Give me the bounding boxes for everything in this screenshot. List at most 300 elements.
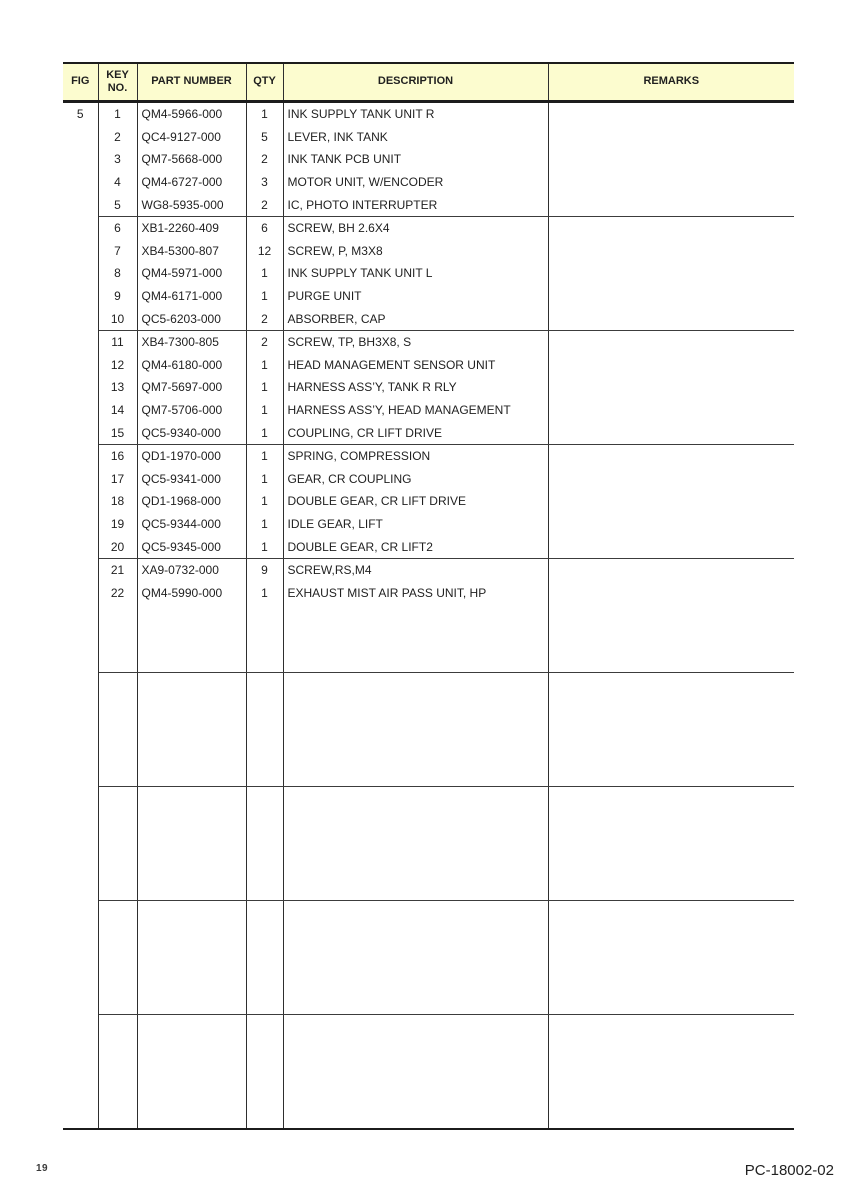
- row-group: [63, 786, 794, 900]
- cell-part-number: XA9-0732-000: [137, 558, 246, 581]
- cell-remarks: [548, 809, 794, 832]
- cell-key-no: [98, 695, 137, 718]
- cell-qty: 1: [246, 490, 283, 513]
- row-group: [63, 1014, 794, 1128]
- table-row: [63, 558, 794, 581]
- empty-row: [63, 649, 794, 672]
- cell-fig: [63, 923, 98, 946]
- cell-qty: [246, 946, 283, 969]
- empty-row: [63, 809, 794, 832]
- cell-description: [283, 855, 548, 878]
- cell-fig: [63, 1014, 98, 1037]
- cell-key-no: [98, 763, 137, 786]
- row-group: [63, 558, 794, 672]
- cell-remarks: [548, 535, 794, 558]
- cell-fig: [63, 399, 98, 422]
- cell-part-number: QM4-5990-000: [137, 581, 246, 604]
- cell-part-number: QC5-9340-000: [137, 421, 246, 444]
- cell-fig: [63, 832, 98, 855]
- row-group: [63, 672, 794, 786]
- cell-fig: [63, 468, 98, 491]
- cell-key-no: 12: [98, 354, 137, 377]
- cell-key-no: [98, 969, 137, 992]
- cell-key-no: [98, 786, 137, 809]
- cell-remarks: [548, 695, 794, 718]
- cell-description: SCREW, TP, BH3X8, S: [283, 330, 548, 353]
- cell-description: LEVER, INK TANK: [283, 126, 548, 149]
- empty-row: [63, 855, 794, 878]
- cell-part-number: [137, 1083, 246, 1106]
- cell-part-number: [137, 946, 246, 969]
- cell-remarks: [548, 216, 794, 239]
- cell-key-no: [98, 1060, 137, 1083]
- cell-qty: [246, 604, 283, 627]
- cell-description: [283, 1083, 548, 1106]
- cell-part-number: [137, 1105, 246, 1129]
- cell-key-no: 22: [98, 581, 137, 604]
- cell-remarks: [548, 1060, 794, 1083]
- row-group: [63, 216, 794, 330]
- cell-remarks: [548, 126, 794, 149]
- cell-description: HARNESS ASS’Y, TANK R RLY: [283, 376, 548, 399]
- cell-key-no: [98, 855, 137, 878]
- cell-description: [283, 946, 548, 969]
- cell-part-number: QM4-6727-000: [137, 171, 246, 194]
- cell-part-number: WG8-5935-000: [137, 193, 246, 216]
- cell-description: DOUBLE GEAR, CR LIFT2: [283, 535, 548, 558]
- cell-part-number: [137, 969, 246, 992]
- cell-description: SCREW, BH 2.6X4: [283, 216, 548, 239]
- cell-description: [283, 649, 548, 672]
- table-row: [63, 513, 794, 536]
- empty-row: [63, 604, 794, 627]
- table-row: [63, 535, 794, 558]
- cell-fig: [63, 1037, 98, 1060]
- cell-key-no: 11: [98, 330, 137, 353]
- cell-part-number: [137, 786, 246, 809]
- cell-part-number: [137, 604, 246, 627]
- cell-description: [283, 741, 548, 764]
- cell-remarks: [548, 786, 794, 809]
- cell-remarks: [548, 148, 794, 171]
- table-row: [63, 376, 794, 399]
- table-row: [63, 171, 794, 194]
- table-row: [63, 240, 794, 263]
- cell-fig: [63, 1105, 98, 1129]
- cell-fig: [63, 193, 98, 216]
- cell-part-number: [137, 900, 246, 923]
- cell-qty: 6: [246, 216, 283, 239]
- cell-part-number: QM7-5697-000: [137, 376, 246, 399]
- document-number: PC-18002-02: [744, 1162, 834, 1179]
- cell-qty: 1: [246, 581, 283, 604]
- cell-remarks: [548, 649, 794, 672]
- cell-part-number: [137, 741, 246, 764]
- cell-qty: [246, 991, 283, 1014]
- cell-qty: 1: [246, 102, 283, 126]
- cell-description: IDLE GEAR, LIFT: [283, 513, 548, 536]
- table-row: [63, 444, 794, 467]
- cell-qty: 2: [246, 330, 283, 353]
- cell-qty: 1: [246, 421, 283, 444]
- cell-key-no: 19: [98, 513, 137, 536]
- cell-part-number: [137, 855, 246, 878]
- cell-remarks: [548, 832, 794, 855]
- cell-qty: [246, 832, 283, 855]
- cell-fig: [63, 946, 98, 969]
- empty-row: [63, 627, 794, 650]
- cell-fig: [63, 535, 98, 558]
- cell-part-number: [137, 695, 246, 718]
- cell-remarks: [548, 969, 794, 992]
- cell-qty: [246, 786, 283, 809]
- cell-remarks: [548, 240, 794, 263]
- cell-key-no: 10: [98, 307, 137, 330]
- cell-part-number: QC4-9127-000: [137, 126, 246, 149]
- cell-qty: 1: [246, 535, 283, 558]
- empty-row: [63, 923, 794, 946]
- parts-table: [63, 62, 794, 1130]
- cell-remarks: [548, 354, 794, 377]
- cell-qty: 1: [246, 354, 283, 377]
- cell-description: COUPLING, CR LIFT DRIVE: [283, 421, 548, 444]
- table-row: [63, 193, 794, 216]
- cell-qty: 1: [246, 262, 283, 285]
- empty-row: [63, 1083, 794, 1106]
- cell-description: [283, 1060, 548, 1083]
- cell-qty: [246, 627, 283, 650]
- cell-part-number: QC5-9341-000: [137, 468, 246, 491]
- cell-qty: 3: [246, 171, 283, 194]
- cell-description: [283, 786, 548, 809]
- cell-remarks: [548, 991, 794, 1014]
- cell-key-no: [98, 1014, 137, 1037]
- cell-remarks: [548, 900, 794, 923]
- cell-part-number: QM4-6171-000: [137, 285, 246, 308]
- row-group: [63, 444, 794, 558]
- cell-key-no: [98, 1083, 137, 1106]
- cell-remarks: [548, 421, 794, 444]
- cell-part-number: QM4-6180-000: [137, 354, 246, 377]
- row-group: [63, 900, 794, 1014]
- cell-fig: [63, 148, 98, 171]
- cell-part-number: [137, 718, 246, 741]
- cell-description: PURGE UNIT: [283, 285, 548, 308]
- cell-qty: [246, 763, 283, 786]
- column-header-fig: FIG: [63, 63, 98, 102]
- cell-description: IC, PHOTO INTERRUPTER: [283, 193, 548, 216]
- cell-part-number: [137, 991, 246, 1014]
- page-number: 19: [36, 1163, 49, 1174]
- cell-fig: [63, 649, 98, 672]
- cell-remarks: [548, 877, 794, 900]
- cell-remarks: [548, 102, 794, 126]
- cell-qty: 1: [246, 444, 283, 467]
- cell-part-number: [137, 923, 246, 946]
- table-row: [63, 468, 794, 491]
- cell-qty: [246, 649, 283, 672]
- cell-fig: [63, 513, 98, 536]
- cell-fig: [63, 421, 98, 444]
- cell-key-no: [98, 877, 137, 900]
- cell-fig: [63, 1060, 98, 1083]
- cell-description: SPRING, COMPRESSION: [283, 444, 548, 467]
- cell-fig: [63, 330, 98, 353]
- cell-remarks: [548, 330, 794, 353]
- cell-part-number: QM7-5668-000: [137, 148, 246, 171]
- table-row: [63, 354, 794, 377]
- cell-key-no: 13: [98, 376, 137, 399]
- cell-key-no: 9: [98, 285, 137, 308]
- cell-qty: [246, 1014, 283, 1037]
- cell-remarks: [548, 262, 794, 285]
- cell-remarks: [548, 558, 794, 581]
- cell-description: [283, 718, 548, 741]
- cell-key-no: 20: [98, 535, 137, 558]
- cell-description: ABSORBER, CAP: [283, 307, 548, 330]
- empty-row: [63, 946, 794, 969]
- cell-remarks: [548, 1037, 794, 1060]
- cell-key-no: [98, 649, 137, 672]
- cell-remarks: [548, 627, 794, 650]
- table-row: [63, 148, 794, 171]
- cell-remarks: [548, 1105, 794, 1129]
- cell-part-number: [137, 763, 246, 786]
- cell-part-number: [137, 1060, 246, 1083]
- cell-qty: [246, 1083, 283, 1106]
- cell-qty: 2: [246, 148, 283, 171]
- cell-fig: [63, 763, 98, 786]
- table-row: [63, 581, 794, 604]
- cell-description: SCREW, P, M3X8: [283, 240, 548, 263]
- table-header: [63, 63, 794, 102]
- cell-qty: 2: [246, 307, 283, 330]
- cell-part-number: QD1-1968-000: [137, 490, 246, 513]
- cell-key-no: [98, 718, 137, 741]
- cell-description: [283, 832, 548, 855]
- cell-key-no: [98, 809, 137, 832]
- cell-key-no: [98, 832, 137, 855]
- cell-key-no: 6: [98, 216, 137, 239]
- cell-key-no: 8: [98, 262, 137, 285]
- column-header-part-number: PART NUMBER: [137, 63, 246, 102]
- cell-key-no: [98, 741, 137, 764]
- cell-fig: [63, 969, 98, 992]
- cell-key-no: [98, 672, 137, 695]
- cell-fig: [63, 1083, 98, 1106]
- empty-row: [63, 672, 794, 695]
- empty-row: [63, 991, 794, 1014]
- cell-remarks: [548, 285, 794, 308]
- cell-fig: 5: [63, 102, 98, 126]
- cell-remarks: [548, 399, 794, 422]
- cell-key-no: [98, 627, 137, 650]
- cell-fig: [63, 718, 98, 741]
- table-row: [63, 216, 794, 239]
- cell-part-number: [137, 627, 246, 650]
- cell-key-no: [98, 1037, 137, 1060]
- cell-remarks: [548, 468, 794, 491]
- cell-fig: [63, 604, 98, 627]
- cell-remarks: [548, 604, 794, 627]
- empty-row: [63, 1060, 794, 1083]
- empty-row: [63, 969, 794, 992]
- cell-qty: [246, 923, 283, 946]
- cell-qty: [246, 855, 283, 878]
- cell-key-no: 15: [98, 421, 137, 444]
- cell-part-number: QM7-5706-000: [137, 399, 246, 422]
- column-header-remarks: REMARKS: [548, 63, 794, 102]
- cell-fig: [63, 741, 98, 764]
- cell-description: DOUBLE GEAR, CR LIFT DRIVE: [283, 490, 548, 513]
- cell-key-no: 7: [98, 240, 137, 263]
- cell-qty: 1: [246, 399, 283, 422]
- cell-fig: [63, 672, 98, 695]
- cell-fig: [63, 444, 98, 467]
- cell-fig: [63, 855, 98, 878]
- cell-remarks: [548, 672, 794, 695]
- table-row: [63, 399, 794, 422]
- cell-fig: [63, 307, 98, 330]
- cell-part-number: [137, 1014, 246, 1037]
- cell-description: [283, 672, 548, 695]
- cell-description: HARNESS ASS’Y, HEAD MANAGEMENT: [283, 399, 548, 422]
- cell-part-number: XB4-7300-805: [137, 330, 246, 353]
- cell-key-no: [98, 900, 137, 923]
- cell-remarks: [548, 718, 794, 741]
- cell-qty: 1: [246, 376, 283, 399]
- cell-fig: [63, 216, 98, 239]
- cell-part-number: [137, 809, 246, 832]
- cell-key-no: 5: [98, 193, 137, 216]
- cell-qty: [246, 1105, 283, 1129]
- table-row: [63, 262, 794, 285]
- cell-qty: [246, 969, 283, 992]
- cell-remarks: [548, 444, 794, 467]
- cell-part-number: QC5-9345-000: [137, 535, 246, 558]
- row-group: [63, 330, 794, 444]
- cell-fig: [63, 695, 98, 718]
- cell-remarks: [548, 193, 794, 216]
- cell-key-no: 4: [98, 171, 137, 194]
- cell-qty: [246, 695, 283, 718]
- cell-remarks: [548, 1014, 794, 1037]
- cell-qty: 2: [246, 193, 283, 216]
- cell-description: [283, 877, 548, 900]
- cell-remarks: [548, 923, 794, 946]
- cell-fig: [63, 262, 98, 285]
- cell-fig: [63, 126, 98, 149]
- cell-part-number: [137, 1037, 246, 1060]
- cell-key-no: 3: [98, 148, 137, 171]
- cell-description: SCREW,RS,M4: [283, 558, 548, 581]
- cell-description: [283, 604, 548, 627]
- empty-row: [63, 1037, 794, 1060]
- cell-fig: [63, 285, 98, 308]
- cell-remarks: [548, 1083, 794, 1106]
- cell-part-number: [137, 672, 246, 695]
- cell-part-number: [137, 832, 246, 855]
- table-row: [63, 330, 794, 353]
- cell-fig: [63, 581, 98, 604]
- cell-key-no: 18: [98, 490, 137, 513]
- header-row: [63, 63, 794, 102]
- cell-fig: [63, 900, 98, 923]
- cell-description: [283, 1037, 548, 1060]
- table-row: [63, 490, 794, 513]
- cell-qty: 9: [246, 558, 283, 581]
- empty-row: [63, 1014, 794, 1037]
- empty-row: [63, 900, 794, 923]
- cell-qty: [246, 741, 283, 764]
- cell-description: [283, 809, 548, 832]
- cell-description: INK TANK PCB UNIT: [283, 148, 548, 171]
- cell-description: EXHAUST MIST AIR PASS UNIT, HP: [283, 581, 548, 604]
- cell-key-no: [98, 991, 137, 1014]
- cell-remarks: [548, 741, 794, 764]
- cell-part-number: QC5-6203-000: [137, 307, 246, 330]
- empty-row: [63, 832, 794, 855]
- cell-key-no: 21: [98, 558, 137, 581]
- cell-key-no: 2: [98, 126, 137, 149]
- cell-qty: 1: [246, 285, 283, 308]
- cell-key-no: 17: [98, 468, 137, 491]
- table-row: [63, 421, 794, 444]
- column-header-key-no: KEY NO.: [98, 63, 137, 102]
- cell-fig: [63, 240, 98, 263]
- cell-description: [283, 1105, 548, 1129]
- empty-row: [63, 763, 794, 786]
- cell-key-no: 16: [98, 444, 137, 467]
- column-header-description: DESCRIPTION: [283, 63, 548, 102]
- cell-qty: 1: [246, 513, 283, 536]
- cell-part-number: QM4-5966-000: [137, 102, 246, 126]
- empty-row: [63, 741, 794, 764]
- cell-description: HEAD MANAGEMENT SENSOR UNIT: [283, 354, 548, 377]
- cell-remarks: [548, 763, 794, 786]
- cell-key-no: 1: [98, 102, 137, 126]
- cell-remarks: [548, 307, 794, 330]
- cell-key-no: [98, 946, 137, 969]
- cell-remarks: [548, 581, 794, 604]
- cell-key-no: [98, 923, 137, 946]
- cell-part-number: [137, 877, 246, 900]
- cell-description: [283, 923, 548, 946]
- cell-key-no: [98, 604, 137, 627]
- empty-row: [63, 877, 794, 900]
- table-row: [63, 126, 794, 149]
- cell-qty: [246, 1060, 283, 1083]
- cell-description: [283, 695, 548, 718]
- cell-fig: [63, 877, 98, 900]
- empty-row: [63, 695, 794, 718]
- cell-description: [283, 1014, 548, 1037]
- cell-remarks: [548, 490, 794, 513]
- cell-description: GEAR, CR COUPLING: [283, 468, 548, 491]
- cell-description: [283, 900, 548, 923]
- table-row: [63, 307, 794, 330]
- cell-qty: [246, 877, 283, 900]
- cell-fig: [63, 558, 98, 581]
- cell-description: [283, 627, 548, 650]
- table-row: [63, 102, 794, 126]
- cell-qty: [246, 718, 283, 741]
- cell-remarks: [548, 376, 794, 399]
- cell-part-number: QC5-9344-000: [137, 513, 246, 536]
- cell-qty: [246, 672, 283, 695]
- cell-qty: 5: [246, 126, 283, 149]
- table-row: [63, 285, 794, 308]
